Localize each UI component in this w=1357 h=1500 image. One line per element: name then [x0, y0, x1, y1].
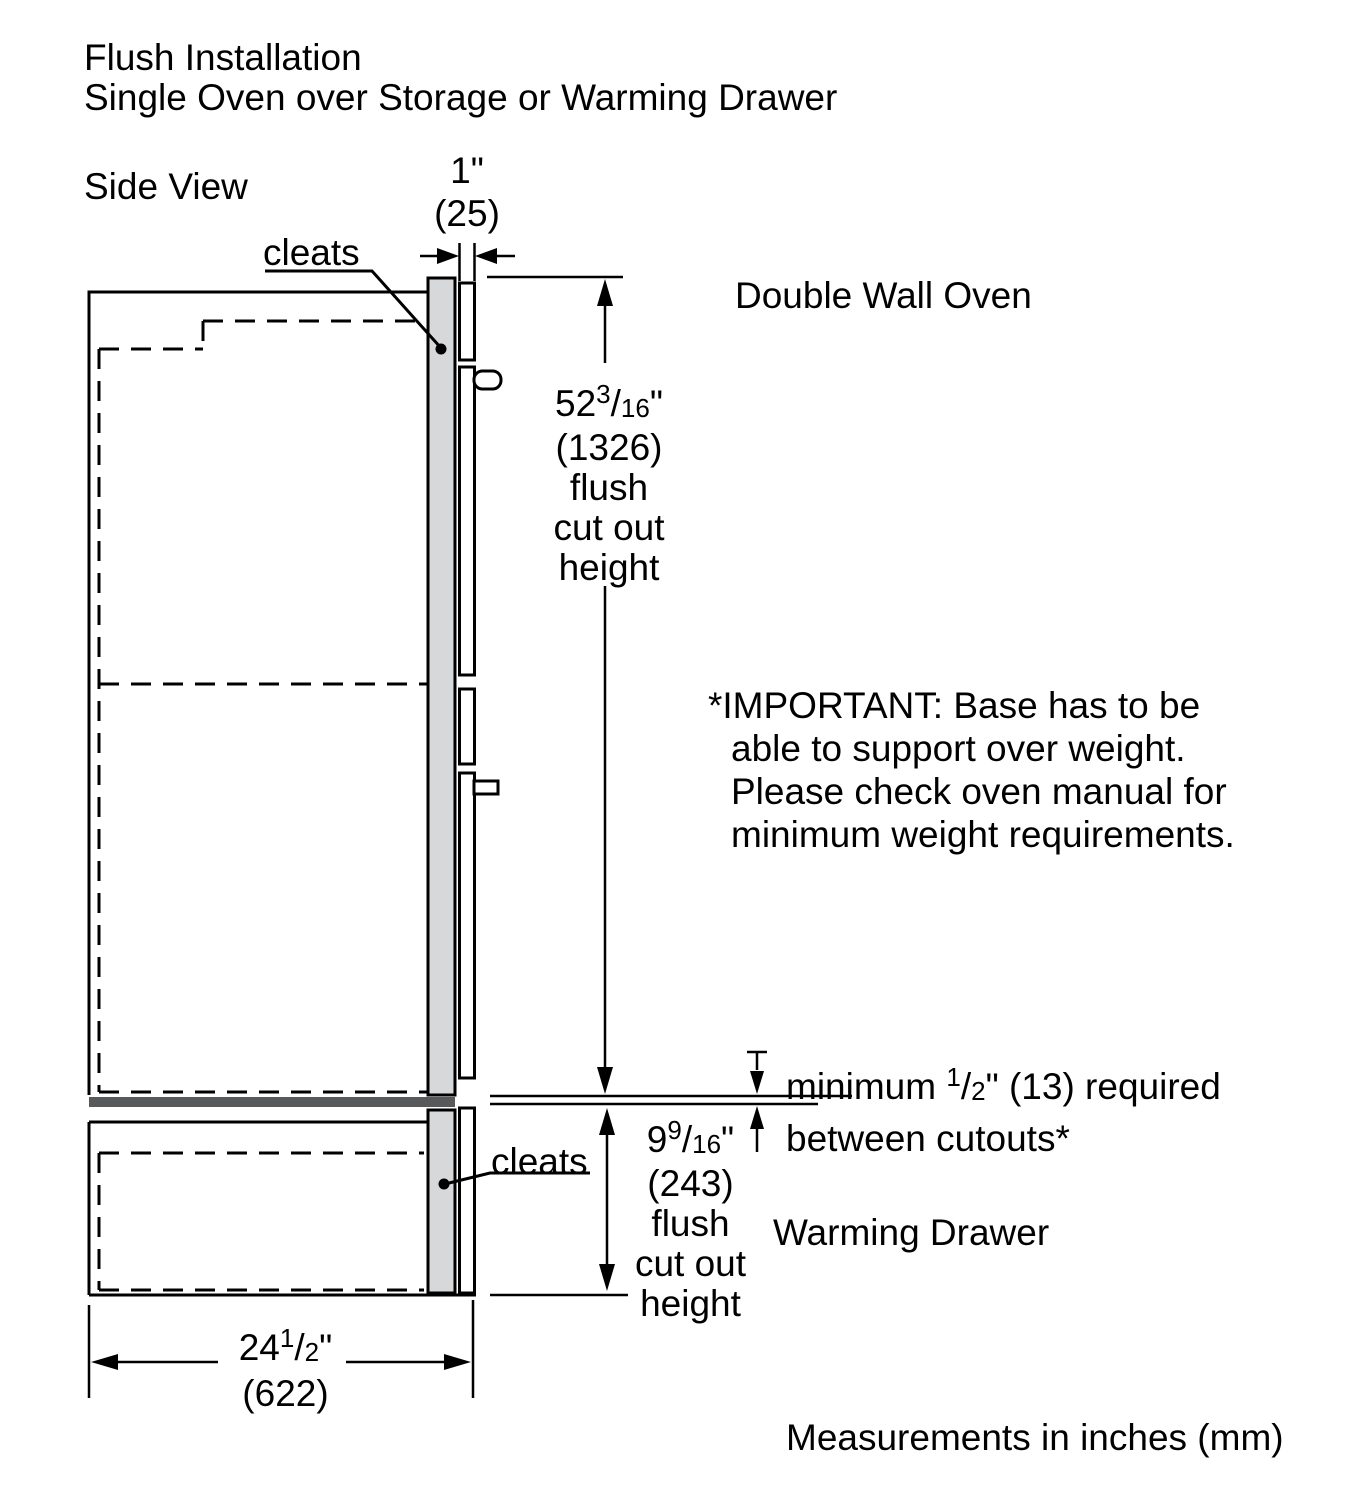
cleats-leader-dot-bottom: [439, 1179, 450, 1190]
dim-oven-cutout-label: [520, 374, 698, 588]
oven-cutout-value: $52^3/16$": [555, 379, 663, 424]
dim-drawer-cutout-label: [608, 1110, 773, 1324]
oven-cutout-desc-2: cut out: [553, 507, 665, 548]
drawer-cutout-dashed: [99, 1153, 424, 1290]
note-line-2: able to support over weight.: [731, 728, 1186, 769]
double-wall-oven-label: Double Wall Oven: [735, 275, 1032, 316]
oven-cleat-panel: [428, 278, 455, 1095]
view-label: Side View: [84, 166, 248, 207]
oven-cutout-desc-1: flush: [569, 467, 649, 508]
trim-inches: 1": [450, 150, 484, 191]
cutout-dashed-lines: [99, 321, 427, 1290]
dim-trim-thickness-label: [407, 149, 527, 235]
cabinet-depth-mm: (622): [242, 1373, 329, 1414]
title-line-1: Flush Installation: [84, 37, 362, 78]
oven-handle-icon: [474, 371, 501, 389]
base-shelf-bar: [89, 1097, 455, 1107]
warming-drawer-front: [460, 1108, 475, 1293]
drawer-cleat-panel: [428, 1110, 455, 1293]
min-gap-arrow-down-icon: [750, 1071, 764, 1094]
units-note: Measurements in inches (mm): [786, 1417, 1284, 1458]
drawer-cabinet-outline: [89, 1122, 476, 1295]
cleats-leader-dot-top: [436, 344, 447, 355]
important-note: [708, 684, 1341, 856]
dim-arrow-left-icon: [475, 248, 497, 264]
drawer-cutout-mm: (243): [647, 1163, 734, 1204]
oven-control-trim: [460, 689, 475, 764]
depth-arrow-left-icon: [91, 1354, 118, 1370]
drawer-cutout-desc-3: height: [640, 1283, 741, 1324]
cleats-label-top: cleats: [263, 232, 360, 273]
page-title: [84, 38, 837, 118]
trim-mm: (25): [434, 193, 500, 234]
cabinet-outlines: [89, 292, 476, 1295]
oven-cutout-dashed: [99, 321, 427, 1092]
dim-arrow-down-icon: [597, 1067, 613, 1094]
oven-lower-door-front: [460, 773, 475, 1078]
dim-arrow-right-icon: [437, 248, 459, 264]
min-gap-line-2: between cutouts*: [786, 1118, 1070, 1159]
depth-arrow-right-icon: [444, 1354, 471, 1370]
cleats-leader-top: [265, 271, 441, 348]
oven-cutout-mm: (1326): [555, 427, 663, 468]
warming-drawer-label: Warming Drawer: [773, 1212, 1050, 1253]
cabinet-depth-value: $24^1/2$": [238, 1323, 333, 1368]
oven-trim-top: [460, 283, 475, 360]
drawer-cutout-desc-2: cut out: [634, 1243, 747, 1284]
dim-arrow-up-icon: [597, 279, 613, 306]
title-line-2: Single Oven over Storage or Warming Drawer: [84, 77, 838, 118]
drawer-cutout-value: $9^9/16$": [646, 1115, 735, 1160]
note-line-3: Please check oven manual for: [731, 771, 1227, 812]
cleats-label-bottom: cleats: [491, 1141, 588, 1182]
min-gap-line-1: minimum $^1$/2" (13) required: [786, 1062, 1221, 1107]
drawer-cutout-desc-1: flush: [651, 1203, 730, 1244]
min-gap-label: [786, 1054, 1221, 1162]
oven-upper-door-front: [460, 367, 475, 675]
lower-handle-icon: [474, 781, 498, 794]
dim-cabinet-depth-label: [183, 1317, 388, 1415]
oven-cabinet-outline: [89, 292, 427, 1095]
note-line-1: *IMPORTANT: Base has to be: [708, 685, 1201, 726]
dim-trim-thickness: [420, 243, 515, 281]
note-line-4: minimum weight requirements.: [731, 814, 1235, 855]
oven-cutout-desc-3: height: [558, 547, 660, 588]
